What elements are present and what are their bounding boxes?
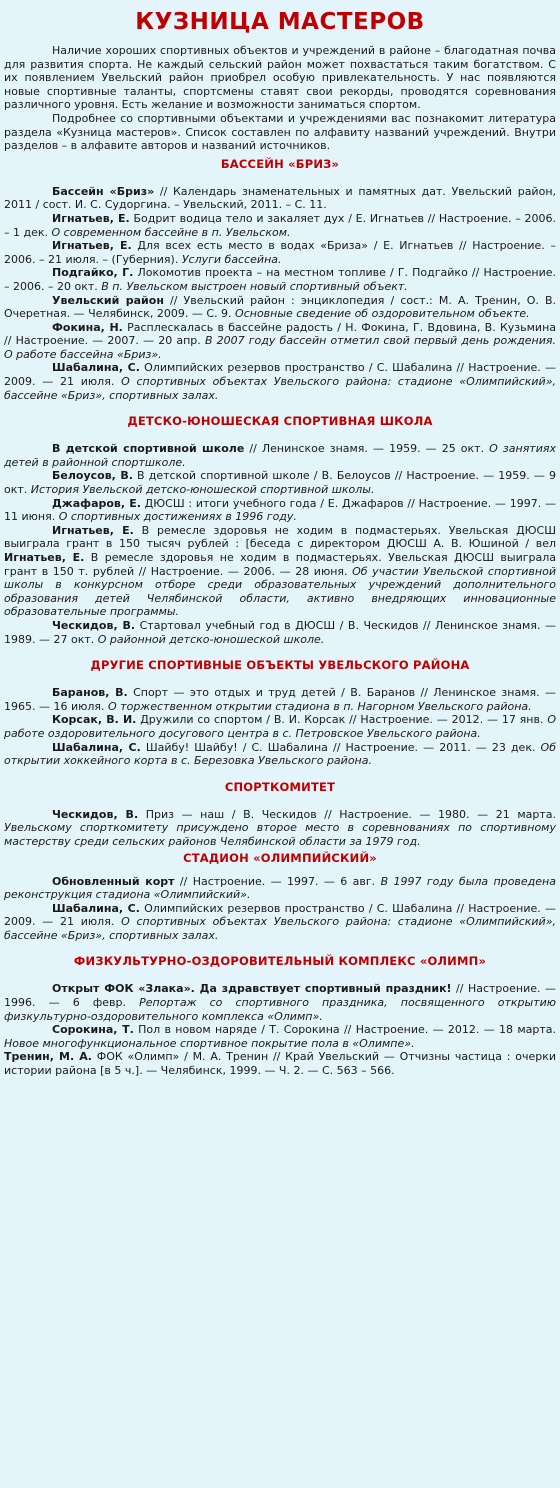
entry-text: Расплескалась в бассейне радость / Н. Фокина, Г. Вдовина, В. Кузьмина // Настроение. — 2007. — 20 апр. bbox=[4, 320, 556, 348]
entry-annotation: Репортаж со спортивного праздника, посвященного открытию физкультурно-оздоровительного комплекса «Олимп». bbox=[4, 996, 556, 1023]
entry-annotation: О районной детско-юношеской школе. bbox=[97, 632, 325, 646]
bibliography-entry bbox=[4, 1023, 556, 1050]
entry-annotation: О спортивных достижениях в 1996 году. bbox=[58, 510, 297, 524]
bibliography-entry bbox=[4, 469, 556, 496]
entry-text: Локомотив проекта – на местном топливе / Г. Подгайко // Настроение. – 2006. – 20 окт. bbox=[4, 266, 556, 293]
bibliography-entry bbox=[4, 294, 556, 321]
bibliography-entry bbox=[4, 239, 556, 266]
section-heading: СТАДИОН «ОЛИМПИЙСКИЙ» bbox=[183, 850, 377, 865]
bibliography-section bbox=[4, 414, 556, 646]
bibliography-section bbox=[4, 954, 556, 1077]
bibliography-entry bbox=[4, 524, 556, 619]
bibliography-entry bbox=[4, 185, 556, 212]
entry-author: Игнатьев, Е. bbox=[52, 239, 132, 253]
entry-annotation: Об участии Увельской спортивной школы в конкурсном отборе среди образовательных учреждений дополнительного образования детей Челябинской области, активно внедряющих инновационные образовательные программы. bbox=[4, 564, 556, 619]
entry-annotation: О спортивных объектах Увельского района: стадионе «Олимпийский», бассейне «Бриз», спортивных залах. bbox=[4, 375, 556, 402]
entry-text: // Увельский район : энциклопедия / сост.: М. А. Тренин, О. В. Очеретная. — Челябинск, 2009. — С. 9. bbox=[4, 293, 556, 321]
entry-author: Увельский район bbox=[52, 293, 164, 307]
intro-paragraph: Наличие хороших спортивных объектов и учреждений в районе – благодатная почва для развития спорта. Не каждый сельский район может похвастаться таким богатством. С их появлением Увельский район приобрел особую привлекательность. У нас появляются новые спортивные таланты, спортсмены ставят свои рекорды, проводятся соревнования различного уровня. Есть желание и возможности заниматься спортом. bbox=[4, 44, 556, 112]
entry-annotation: Услуги бассейна. bbox=[181, 252, 282, 266]
entry-author: Сорокина, Т. bbox=[52, 1023, 134, 1037]
entry-text: // Ленинское знамя. — 1959. — 25 окт. bbox=[244, 442, 490, 456]
entry-text: Олимпийских резервов пространство / С. Шабалина // Настроение. — 2009. — 21 июля. bbox=[4, 361, 556, 389]
entry-text: Бодрит водица тело и закаляет дух / Е. Игнатьев // Настроение. – 2006. – 1 дек. bbox=[4, 211, 556, 239]
section-heading: СПОРТКОМИТЕТ bbox=[224, 779, 336, 794]
bibliography-section bbox=[4, 851, 556, 943]
entry-annotation: О спортивных объектах Увельского района: стадионе «Олимпийский», бассейне «Бриз», спортивных залах. bbox=[4, 915, 556, 942]
intro-paragraph: Подробнее со спортивными объектами и учреждениями вас познакомит литература раздела «Кузница мастеров». Список составлен по алфавиту названий учреждений. Внутри разделов – в алфавите авторов и названий источников. bbox=[4, 111, 556, 153]
bibliography-entry bbox=[4, 266, 556, 293]
entry-author: Шабалина, С. bbox=[52, 740, 141, 754]
entry-author: Игнатьев, Е. bbox=[52, 523, 134, 537]
bibliography-entry bbox=[4, 808, 556, 849]
entry-author: Ческидов, В. bbox=[52, 807, 139, 821]
entry-text: Олимпийских резервов пространство / С. Шабалина // Настроение. — 2009. — 21 июля. bbox=[4, 901, 556, 929]
entry-text: // Календарь знаменательных и памятных дат. Увельский район, 2011 / сост. И. С. Судоргина. – Увельский, 2011. – С. 11. bbox=[4, 184, 557, 212]
section-heading: ДЕТСКО-ЮНОШЕСКАЯ СПОРТИВНАЯ ШКОЛА bbox=[127, 414, 433, 429]
bibliography-entry bbox=[4, 497, 556, 524]
entry-annotation: Увельскому спорткомитету присуждено второе место в соревнованиях по спортивному мастерству среди сельских районов Челябинской области за 1979 год. bbox=[4, 821, 556, 848]
bibliography-entry bbox=[4, 1050, 556, 1077]
entry-author: В детской спортивной школе bbox=[52, 442, 245, 456]
entry-author: Игнатьев, Е. bbox=[4, 551, 85, 564]
entry-text: ФОК «Олимп» / М. А. Тренин // Край Увельский — Отчизны частица : очерки истории района [в 5 ч.]. — Челябинск, 1999. — Ч. 2. — С. 563 – 566. bbox=[4, 1050, 556, 1078]
bibliography-entry bbox=[4, 212, 556, 239]
bibliography-section bbox=[4, 157, 556, 403]
entry-annotation: О работе оздоровительного досугового центра в с. Петровское Увельского района. bbox=[4, 713, 557, 740]
bibliography-entry bbox=[4, 361, 556, 402]
entry-author: Белоусов, В. bbox=[52, 469, 133, 483]
entry-annotation: В 1997 году была проведена реконструкция стадиона «Олимпийский». bbox=[4, 874, 556, 902]
entry-author: Корсак, В. И. bbox=[52, 713, 137, 727]
entry-annotation: О занятиях детей в районной спортшколе. bbox=[4, 442, 556, 469]
bibliography-entry bbox=[4, 902, 556, 943]
bibliography-entry bbox=[4, 686, 556, 713]
entry-annotation: История Увельской детско-юношеской спортивной школы. bbox=[30, 483, 375, 497]
intro bbox=[4, 44, 556, 153]
section-heading: ДРУГИЕ СПОРТИВНЫЕ ОБЪЕКТЫ УВЕЛЬСКОГО РАЙОНА bbox=[90, 658, 470, 673]
entry-text: Пол в новом наряде / Т. Сорокина // Настроение. — 2012. — 18 марта. bbox=[133, 1023, 556, 1037]
entry-author: Бассейн «Бриз» bbox=[52, 184, 155, 198]
entry-author: Обновленный корт bbox=[52, 874, 175, 888]
entry-author: Открыт ФОК «Злака». Да здравствует спортивный праздник! bbox=[52, 982, 452, 996]
section-heading: ФИЗКУЛЬТУРНО-ОЗДОРОВИТЕЛЬНЫЙ КОМПЛЕКС «ОЛИМП» bbox=[73, 954, 487, 969]
entry-author: Баранов, В. bbox=[52, 686, 128, 700]
entry-author: Подгайко, Г. bbox=[52, 266, 134, 280]
entry-annotation: В 2007 году бассейн отметил свой первый день рождения. О работе бассейна «Бриз». bbox=[4, 334, 557, 361]
entry-text: Приз — наш / В. Ческидов // Настроение. — 1980. — 21 марта. bbox=[138, 807, 556, 821]
bibliography-entry bbox=[4, 442, 556, 469]
bibliography-entry bbox=[4, 741, 556, 768]
entry-author: Джафаров, Е. bbox=[52, 496, 141, 510]
entry-text: В ремесле здоровья не ходим в подмастерьях. Увельская ДЮСШ выиграла грант в 150 тысяч рублей : [беседа с директором ДЮСШ А. В. Юшиной / вел bbox=[4, 523, 556, 551]
bibliography-entry bbox=[4, 619, 556, 646]
bibliography-entry bbox=[4, 982, 556, 1023]
entry-text: Шайбу! Шайбу! / С. Шабалина // Настроение. — 2011. — 23 дек. bbox=[140, 740, 541, 754]
entry-annotation: Новое многофункциональное спортивное покрытие пола в «Олимпе». bbox=[4, 1036, 415, 1050]
entry-text: Дружили со спортом / В. И. Корсак // Настроение. — 2012. — 17 янв. bbox=[136, 713, 548, 727]
bibliography-entry bbox=[4, 713, 556, 740]
entry-text: В ремесле здоровья не ходим в подмастерьях. Увельская ДЮСШ выиграла грант в 150 т. рублей // Настроение. — 2006. — 28 июня. bbox=[4, 551, 556, 578]
entry-text: Для всех есть место в водах «Бриза» / Е. Игнатьев // Настроение. – 2006. – 21 июля. – (Губерния). bbox=[4, 239, 556, 266]
entry-author: Шабалина, С. bbox=[52, 361, 140, 375]
entry-annotation: В п. Увельском выстроен новый спортивный объект. bbox=[101, 279, 408, 293]
entry-text: Стартовал учебный год в ДЮСШ / В. Ческидов // Ленинское знамя. — 1989. — 27 окт. bbox=[4, 618, 556, 646]
entry-text: ДЮСШ : итоги учебного года / Е. Джафаров // Настроение. — 1997. — 11 июня. bbox=[4, 496, 556, 524]
entry-text: // Настроение. — 1997. — 6 авг. bbox=[174, 874, 381, 888]
entry-annotation: О торжественном открытии стадиона в п. Нагорном Увельского района. bbox=[108, 699, 532, 713]
entry-text: // Настроение. — 1996. — 6 февр. bbox=[4, 982, 556, 1010]
entry-text: Спорт — это отдых и труд детей / В. Баранов // Ленинское знамя. — 1965. — 16 июля. bbox=[4, 686, 556, 713]
entry-annotation: Основные сведение об оздоровительном объекте. bbox=[235, 307, 530, 321]
page-title: КУЗНИЦА МАСТЕРОВ bbox=[135, 9, 425, 35]
bibliography-section bbox=[4, 780, 556, 849]
entry-author: Фокина, Н. bbox=[52, 320, 123, 334]
entry-text: В детской спортивной школе / В. Белоусов // Настроение. — 1959. — 9 окт. bbox=[4, 469, 556, 497]
entry-annotation: О современном бассейне в п. Увельском. bbox=[51, 225, 291, 239]
bibliography-section bbox=[4, 658, 556, 768]
bibliography-entry bbox=[4, 321, 556, 362]
section-heading: БАССЕЙН «БРИЗ» bbox=[220, 156, 340, 171]
bibliography-sections bbox=[4, 157, 556, 1078]
entry-author: Тренин, М. А. bbox=[4, 1050, 92, 1064]
bibliography-entry bbox=[4, 875, 556, 902]
entry-author: Ческидов, В. bbox=[52, 618, 136, 632]
entry-author: Игнатьев, Е. bbox=[52, 211, 130, 225]
entry-author: Шабалина, С. bbox=[52, 901, 140, 915]
entry-annotation: Об открытии хоккейного корта в с. Березовка Увельского района. bbox=[4, 740, 556, 768]
